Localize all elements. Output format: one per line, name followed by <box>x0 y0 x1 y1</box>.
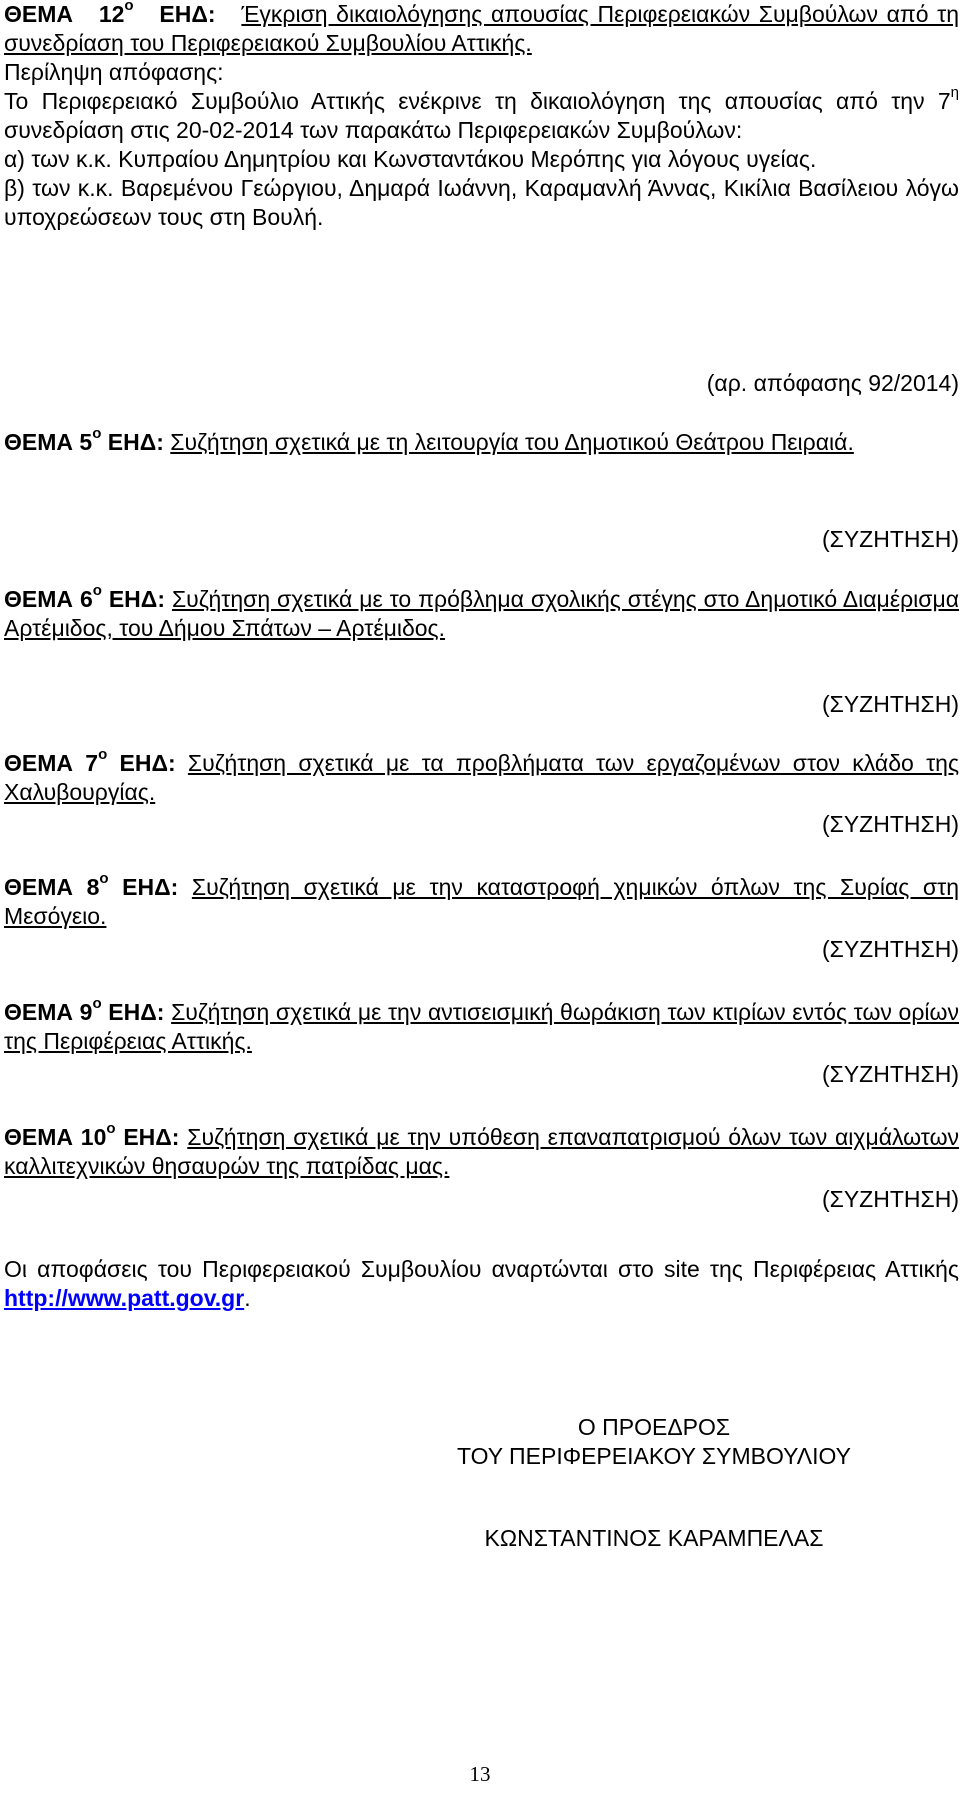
theme-number: 7 <box>85 750 99 776</box>
agenda-item-heading <box>4 582 960 643</box>
status-label: (ΣΥΖΗΤΗΣΗ) <box>821 1061 959 1087</box>
agenda-item-5 <box>4 425 959 457</box>
closing-text: Οι αποφάσεις του Περιφερειακού Συμβουλίου αναρτώνται στο site της Περιφέρειας Αττικής <box>4 1256 959 1282</box>
summary-text <box>4 84 959 145</box>
theme-word: ΘΕΜΑ <box>4 586 73 612</box>
agenda-item-7 <box>4 746 960 807</box>
agenda-item-title: Συζήτηση σχετικά με την καταστροφή χημικών όπλων της Συρίας στη Μεσόγειο. <box>4 874 959 929</box>
theme-word: ΘΕΜΑ <box>4 1124 73 1150</box>
theme-word: ΘΕΜΑ <box>4 750 73 776</box>
status-label: (ΣΥΖΗΤΗΣΗ) <box>821 691 959 717</box>
signature-subtitle: ΤΟΥ ΠΕΡΙΦΕΡΕΙΑΚΟΥ ΣΥΜΒΟΥΛΙΟΥ <box>456 1443 852 1469</box>
status-label: (ΣΥΖΗΤΗΣΗ) <box>821 1186 959 1212</box>
summary-text-a: Το Περιφερειακό Συμβούλιο Αττικής ενέκρινε τη δικαιολόγηση της απουσίας από την 7 <box>4 88 951 114</box>
agenda-item-10 <box>4 1120 960 1181</box>
status-label: (ΣΥΖΗΤΗΣΗ) <box>821 526 959 552</box>
page-number: 13 <box>469 1762 491 1786</box>
status-label: (ΣΥΖΗΤΗΣΗ) <box>821 936 959 962</box>
theme-number: 9 <box>79 999 93 1025</box>
agenda-item-title: Συζήτηση σχετικά με τη λειτουργία του Δημοτικού Θεάτρου Πειραιά. <box>170 429 854 455</box>
agenda-item-title: Συζήτηση σχετικά με τα προβλήματα των εργαζομένων στον κλάδο της Χαλυβουργίας. <box>4 750 960 805</box>
agenda-code: ΕΗΔ: <box>159 1 216 27</box>
theme-word: ΘΕΜΑ <box>4 999 73 1025</box>
theme-number: 6 <box>79 586 93 612</box>
agenda-code: ΕΗΔ: <box>108 999 165 1025</box>
theme-ordinal: ο <box>99 870 109 888</box>
closing-paragraph <box>4 1255 959 1313</box>
decision-reference: (αρ. απόφασης 92/2014) <box>706 370 959 396</box>
agenda-item-title: Συζήτηση σχετικά με την υπόθεση επαναπατρισμού όλων των αιχμάλωτων καλλιτεχνικών θησαυρών της πατρίδας μας. <box>4 1124 960 1179</box>
closing-end: . <box>244 1285 251 1311</box>
theme-ordinal: ο <box>98 746 108 764</box>
agenda-code: ΕΗΔ: <box>123 1124 180 1150</box>
theme-ordinal: ο <box>92 995 102 1013</box>
summary-text-b: συνεδρίαση στις 20-02-2014 των παρακάτω Περιφερειακών Συμβούλων: <box>4 117 743 143</box>
agenda-item-heading <box>4 746 960 807</box>
agenda-item-heading <box>4 0 959 58</box>
agenda-item-heading <box>4 995 959 1056</box>
summary-point-a: α) των κ.κ. Κυπραίου Δημητρίου και Κωνσταντάκου Μερόπης για λόγους υγείας. <box>4 146 817 172</box>
agenda-item-heading <box>4 1120 960 1181</box>
theme-ordinal: ο <box>124 0 134 15</box>
signature-block <box>404 1413 904 1553</box>
agenda-code: ΕΗΔ: <box>122 874 179 900</box>
theme-number: 5 <box>79 429 93 455</box>
summary-point-b: β) των κ.κ. Βαρεμένου Γεώργιου, Δημαρά Ιωάννη, Καραμανλή Άννας, Κικίλια Βασίλειου λόγω υποχρεώσεων τους στη Βουλή. <box>4 175 959 230</box>
closing-text-line <box>4 1255 959 1313</box>
theme-number: 10 <box>80 1124 107 1150</box>
theme-ordinal: ο <box>92 425 102 443</box>
agenda-item-12 <box>4 0 959 232</box>
summary-label: Περίληψη απόφασης: <box>4 59 224 85</box>
agenda-item-8 <box>4 870 959 931</box>
agenda-item-9 <box>4 995 959 1056</box>
agenda-code: ΕΗΔ: <box>119 750 176 776</box>
signature-title: Ο ΠΡΟΕΔΡΟΣ <box>577 1414 731 1440</box>
agenda-code: ΕΗΔ: <box>107 429 164 455</box>
agenda-item-6 <box>4 582 960 643</box>
status-label: (ΣΥΖΗΤΗΣΗ) <box>821 811 959 837</box>
agenda-code: ΕΗΔ: <box>108 586 165 612</box>
website-link[interactable]: http://www.patt.gov.gr <box>4 1285 245 1311</box>
summary-sup: η <box>950 84 959 102</box>
theme-number: 8 <box>86 874 100 900</box>
theme-ordinal: ο <box>92 582 102 600</box>
agenda-item-title: Έγκριση δικαιολόγησης απουσίας Περιφερειακών Συμβούλων από τη συνεδρίαση του Περιφερειακού Συμβουλίου Αττικής. <box>4 1 960 56</box>
theme-ordinal: ο <box>106 1120 116 1138</box>
agenda-item-title: Συζήτηση σχετικά με την αντισεισμική θωράκιση των κτιρίων εντός των ορίων της Περιφέρειας Αττικής. <box>4 999 959 1054</box>
theme-word: ΘΕΜΑ <box>4 429 73 455</box>
theme-word: ΘΕΜΑ <box>4 1 73 27</box>
agenda-item-heading <box>4 870 959 931</box>
agenda-item-heading <box>4 425 959 457</box>
theme-number: 12 <box>98 1 125 27</box>
signature-name: ΚΩΝΣΤΑΝΤΙΝΟΣ ΚΑΡΑΜΠΕΛΑΣ <box>484 1525 824 1551</box>
agenda-item-title: Συζήτηση σχετικά με το πρόβλημα σχολικής στέγης στο Δημοτικό Διαμέρισμα Αρτέμιδος, του Δήμου Σπάτων – Αρτέμιδος. <box>4 586 960 641</box>
theme-word: ΘΕΜΑ <box>4 874 73 900</box>
